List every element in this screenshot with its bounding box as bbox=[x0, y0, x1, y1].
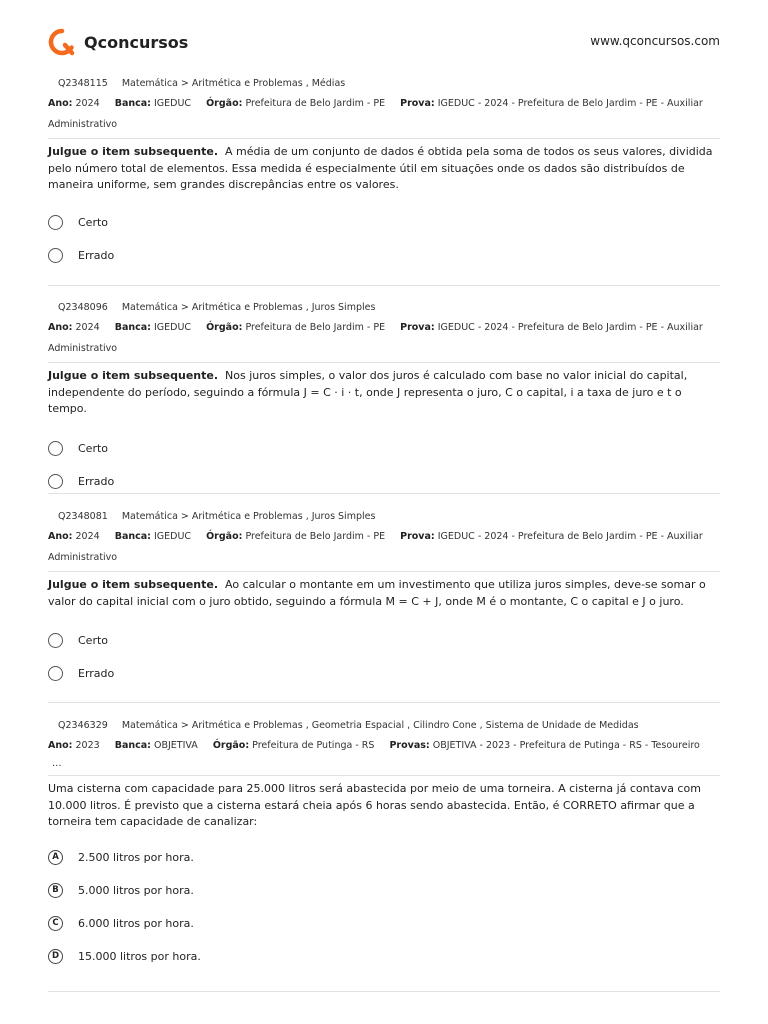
brand-name: Qconcursos bbox=[84, 32, 189, 52]
prova-value: IGEDUC - 2024 - Prefeitura de Belo Jardim - PE - Auxiliar Administrativo bbox=[48, 322, 703, 354]
option-a[interactable] bbox=[48, 841, 720, 874]
option-letter-c[interactable]: C bbox=[48, 916, 63, 931]
orgao-label: Órgão: bbox=[206, 98, 243, 109]
prova-label: Prova: bbox=[400, 98, 435, 109]
question-card bbox=[48, 717, 720, 973]
question-subject[interactable]: Matemática > Aritmética e Problemas , Geometria Espacial , Cilindro Cone , Sistema de Unidade de Medidas bbox=[121, 720, 639, 731]
option-certo[interactable] bbox=[48, 206, 720, 239]
ano-value: 2024 bbox=[75, 322, 100, 333]
qconcursos-logo-icon bbox=[48, 28, 76, 56]
option-letter-a[interactable]: A bbox=[48, 850, 63, 865]
ano-label: Ano: bbox=[48, 740, 73, 751]
page-header bbox=[48, 28, 720, 60]
prova-value: IGEDUC - 2024 - Prefeitura de Belo Jardim - PE - Auxiliar Administrativo bbox=[48, 98, 703, 130]
option-c[interactable] bbox=[48, 907, 720, 940]
option-label: Errado bbox=[78, 248, 115, 262]
statement-lead: Julgue o item subsequente. bbox=[48, 145, 219, 158]
prova-value: OBJETIVA - 2023 - Prefeitura de Putinga - RS - Tesoureiro bbox=[432, 740, 700, 751]
question-meta bbox=[48, 717, 720, 735]
option-label: 5.000 litros por hora. bbox=[78, 883, 194, 897]
question-statement bbox=[48, 781, 720, 831]
radio-circle-icon[interactable] bbox=[48, 441, 63, 456]
statement-text: Uma cisterna com capacidade para 25.000 litros será abastecida por meio de uma torneira. A cisterna já contava com 10.000 litros. É previsto que a cisterna estará cheia após 6 horas sendo abastecida. Então, é CORRETO afirmar que a torneira tem capacidade de canalizar: bbox=[48, 782, 701, 828]
option-certo[interactable] bbox=[48, 432, 720, 465]
radio-circle-icon[interactable] bbox=[48, 215, 63, 230]
radio-circle-icon[interactable] bbox=[48, 248, 63, 263]
question-card bbox=[48, 75, 720, 272]
radio-circle-icon[interactable] bbox=[48, 633, 63, 648]
statement-text: A média de um conjunto de dados é obtida pela soma de todos os seus valores, dividida pelo número total de elementos. Essa medida é especialmente útil em situações onde os dados são distribuídos de maneira uniforme, sem grandes discrepâncias entre os valores. bbox=[48, 145, 713, 191]
orgao-value: Prefeitura de Putinga - RS bbox=[252, 740, 375, 751]
radio-circle-icon[interactable] bbox=[48, 666, 63, 681]
option-label: 6.000 litros por hora. bbox=[78, 916, 194, 930]
question-exam-info bbox=[48, 317, 720, 359]
question-exam-info bbox=[48, 93, 720, 135]
orgao-label: Órgão: bbox=[212, 740, 250, 751]
divider bbox=[48, 775, 720, 776]
option-label: Errado bbox=[78, 474, 115, 488]
statement-text: Ao calcular o montante em um investimento que utiliza juros simples, deve-se somar o valor do capital inicial com o juro obtido, seguindo a fórmula M = C + J, onde M é o montante, C o capital e J o juro. bbox=[48, 578, 706, 608]
option-letter-d[interactable]: D bbox=[48, 949, 63, 964]
option-errado[interactable] bbox=[48, 657, 720, 690]
orgao-value: Prefeitura de Belo Jardim - PE bbox=[245, 531, 386, 542]
qconcursos-logo[interactable] bbox=[48, 28, 188, 56]
orgao-label: Órgão: bbox=[206, 531, 243, 542]
question-id[interactable]: Q2348096 bbox=[58, 302, 108, 313]
banca-value: IGEDUC bbox=[154, 322, 192, 333]
statement-lead: Julgue o item subsequente. bbox=[48, 369, 219, 382]
question-id[interactable]: Q2348081 bbox=[58, 511, 108, 522]
ano-label: Ano: bbox=[48, 531, 73, 542]
option-d[interactable] bbox=[48, 940, 720, 973]
banca-value: IGEDUC bbox=[154, 531, 192, 542]
ano-value: 2023 bbox=[75, 740, 100, 751]
orgao-value: Prefeitura de Belo Jardim - PE bbox=[245, 98, 386, 109]
orgao-value: Prefeitura de Belo Jardim - PE bbox=[245, 322, 386, 333]
question-statement bbox=[48, 368, 720, 418]
banca-label: Banca: bbox=[114, 531, 151, 542]
banca-label: Banca: bbox=[114, 322, 151, 333]
banca-label: Banca: bbox=[114, 98, 151, 109]
question-statement bbox=[48, 144, 720, 194]
question-id[interactable]: Q2346329 bbox=[58, 720, 108, 731]
answer-options bbox=[48, 432, 720, 498]
answer-options bbox=[48, 841, 720, 973]
option-b[interactable] bbox=[48, 874, 720, 907]
question-subject[interactable]: Matemática > Aritmética e Problemas , Juros Simples bbox=[121, 511, 376, 522]
answer-options bbox=[48, 624, 720, 690]
option-certo[interactable] bbox=[48, 624, 720, 657]
option-label: Certo bbox=[78, 634, 109, 647]
more-exams-ellipsis[interactable]: ... bbox=[52, 758, 62, 769]
option-errado[interactable] bbox=[48, 239, 720, 272]
question-meta bbox=[48, 75, 720, 93]
question-separator bbox=[48, 991, 720, 992]
radio-circle-icon[interactable] bbox=[48, 474, 63, 489]
answer-options bbox=[48, 206, 720, 272]
question-card bbox=[48, 299, 720, 498]
statement-lead: Julgue o item subsequente. bbox=[48, 578, 219, 591]
option-label: Certo bbox=[78, 215, 109, 229]
site-url-link[interactable]: www.qconcursos.com bbox=[590, 34, 720, 48]
statement-text: Nos juros simples, o valor dos juros é calculado com base no valor inicial do capital, independente do período, seguindo a fórmula J = C · i · t, onde J representa o juro, C o capital, i a taxa de juro e t o tempo. bbox=[48, 369, 688, 415]
prova-label: Prova: bbox=[400, 531, 435, 542]
ano-value: 2024 bbox=[75, 98, 100, 109]
question-id[interactable]: Q2348115 bbox=[58, 78, 108, 89]
question-meta bbox=[48, 508, 720, 526]
question-subject[interactable]: Matemática > Aritmética e Problemas , Juros Simples bbox=[121, 302, 376, 313]
ano-label: Ano: bbox=[48, 322, 73, 333]
question-exam-info bbox=[48, 735, 720, 756]
question-separator bbox=[48, 493, 720, 494]
question-exam-info bbox=[48, 526, 720, 568]
banca-value: OBJETIVA bbox=[154, 740, 198, 751]
ano-value: 2024 bbox=[75, 531, 100, 542]
option-label: 2.500 litros por hora. bbox=[78, 850, 194, 864]
ano-label: Ano: bbox=[48, 98, 73, 109]
banca-label: Banca: bbox=[114, 740, 151, 751]
question-subject[interactable]: Matemática > Aritmética e Problemas , Médias bbox=[121, 78, 346, 89]
question-separator bbox=[48, 285, 720, 286]
banca-value: IGEDUC bbox=[154, 98, 192, 109]
prova-label: Provas: bbox=[389, 740, 430, 751]
orgao-label: Órgão: bbox=[206, 322, 243, 333]
option-label: Certo bbox=[78, 441, 109, 455]
divider bbox=[48, 138, 720, 139]
question-card bbox=[48, 508, 720, 690]
prova-label: Prova: bbox=[400, 322, 435, 333]
option-label: 15.000 litros por hora. bbox=[78, 949, 201, 963]
divider bbox=[48, 362, 720, 363]
question-meta bbox=[48, 299, 720, 317]
option-letter-b[interactable]: B bbox=[48, 883, 63, 898]
option-label: Errado bbox=[78, 667, 115, 680]
question-separator bbox=[48, 702, 720, 703]
prova-value: IGEDUC - 2024 - Prefeitura de Belo Jardim - PE - Auxiliar Administrativo bbox=[48, 531, 703, 563]
divider bbox=[48, 571, 720, 572]
question-statement bbox=[48, 577, 720, 610]
